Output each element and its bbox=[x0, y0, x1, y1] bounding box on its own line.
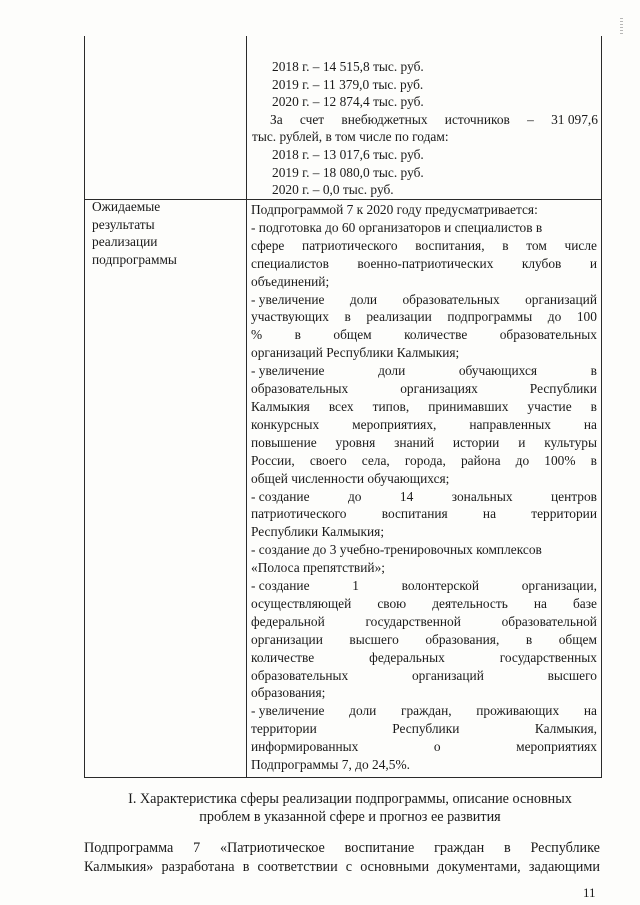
word: в bbox=[294, 327, 301, 343]
heading-line: I. Характеристика сферы реализации подпрограммы, описание основных bbox=[128, 791, 572, 807]
word: числе bbox=[564, 237, 597, 253]
funding-line: 2018 г. – 14 515,8 тыс. руб. bbox=[272, 59, 424, 74]
word: конкурсных bbox=[251, 416, 320, 432]
text-line bbox=[251, 505, 597, 523]
word: территории bbox=[531, 506, 597, 522]
label-line: подпрограммы bbox=[92, 251, 177, 267]
text-line bbox=[251, 201, 597, 219]
word: граждан, bbox=[400, 703, 452, 719]
word: образования, bbox=[425, 631, 500, 647]
word: мероприятиях, bbox=[352, 416, 437, 432]
word: - создание bbox=[251, 488, 310, 504]
word: – bbox=[527, 111, 534, 127]
word: на bbox=[583, 703, 597, 719]
body-paragraph bbox=[84, 839, 600, 877]
word: до bbox=[347, 488, 362, 504]
word: на bbox=[533, 595, 547, 611]
word: в bbox=[503, 840, 511, 856]
text-line bbox=[251, 255, 597, 273]
word: общей численности обучающихся; bbox=[251, 470, 450, 486]
word: воспитания, bbox=[415, 237, 485, 253]
text-line bbox=[251, 559, 597, 577]
funding-cell bbox=[252, 58, 598, 199]
text-line bbox=[251, 702, 597, 720]
word: центров bbox=[550, 488, 597, 504]
word: в bbox=[502, 237, 509, 253]
table-border-left bbox=[84, 36, 85, 778]
text-line bbox=[251, 344, 597, 362]
text-line bbox=[251, 291, 597, 309]
word: проживающих bbox=[476, 703, 560, 719]
word: документами, bbox=[437, 859, 521, 875]
word: уровня bbox=[335, 434, 376, 450]
word: - увеличение bbox=[251, 703, 325, 719]
word: истории bbox=[452, 434, 500, 450]
word: организациях bbox=[400, 381, 478, 397]
word: зональных bbox=[451, 488, 513, 504]
word: города, bbox=[404, 452, 446, 468]
text-line bbox=[251, 613, 597, 631]
word: образовательных bbox=[251, 381, 349, 397]
extrabudget-line bbox=[252, 111, 598, 129]
word: доли bbox=[378, 363, 406, 379]
word: информированных bbox=[251, 739, 359, 755]
funding-line: 2019 г. – 11 379,0 тыс. руб. bbox=[272, 76, 424, 92]
word: организации, bbox=[521, 578, 597, 594]
text-line bbox=[251, 649, 597, 667]
word: количестве bbox=[251, 649, 315, 665]
text-line bbox=[84, 858, 600, 877]
text-line bbox=[251, 452, 597, 470]
funding-line: 2020 г. – 12 874,4 тыс. руб. bbox=[272, 94, 424, 110]
word: образовательных bbox=[402, 291, 500, 307]
word: - создание bbox=[251, 578, 310, 594]
word: в bbox=[590, 452, 597, 468]
text-line bbox=[251, 416, 597, 434]
word: Калмыкия, bbox=[534, 721, 597, 737]
text-line bbox=[251, 667, 597, 685]
word: образовательных bbox=[499, 327, 597, 343]
word: в bbox=[590, 363, 597, 379]
text-line bbox=[251, 631, 597, 649]
word: государственных bbox=[499, 649, 597, 665]
word: специалистов bbox=[251, 255, 329, 271]
word: 7 bbox=[193, 840, 201, 856]
word: военно-патриотических bbox=[357, 255, 494, 271]
word: принимавших bbox=[428, 398, 509, 414]
word: свою bbox=[377, 595, 407, 611]
word: основными bbox=[360, 859, 430, 875]
word: образования; bbox=[251, 685, 326, 701]
text-line bbox=[251, 523, 597, 541]
text-line bbox=[251, 219, 597, 237]
funding-line: 2020 г. – 0,0 тыс. руб. bbox=[272, 182, 394, 198]
word: Калмыкия» bbox=[84, 859, 154, 875]
word: в bbox=[344, 309, 351, 325]
table-border-middle bbox=[246, 36, 247, 778]
word: - подготовка до 60 организаторов и специалистов в bbox=[251, 219, 543, 235]
word: всех bbox=[328, 398, 354, 414]
label-line: реализации bbox=[92, 234, 158, 249]
word: России, bbox=[251, 452, 295, 468]
word: Республике bbox=[530, 840, 600, 856]
word: и bbox=[518, 434, 526, 450]
text-line bbox=[251, 756, 597, 774]
word: села, bbox=[361, 452, 390, 468]
label-line: результаты bbox=[92, 216, 155, 232]
word: внебюджетных bbox=[341, 111, 428, 127]
word: типов, bbox=[372, 398, 410, 414]
word: задающими bbox=[528, 859, 600, 875]
word: в bbox=[242, 859, 250, 875]
word: государственной bbox=[365, 613, 461, 629]
word: - создание до 3 учебно-тренировочных комплексов bbox=[251, 542, 542, 558]
word: Республики Калмыкия; bbox=[251, 524, 385, 540]
word: организации bbox=[251, 631, 323, 647]
word: до bbox=[515, 452, 530, 468]
word: клубов bbox=[521, 255, 562, 271]
word: разработана bbox=[161, 859, 235, 875]
word: территории bbox=[251, 721, 317, 737]
word: своего bbox=[309, 452, 347, 468]
text-line bbox=[251, 684, 597, 702]
word: Республики bbox=[392, 721, 460, 737]
word: образовательной bbox=[501, 613, 597, 629]
text-line bbox=[251, 362, 597, 380]
word: в bbox=[525, 631, 533, 647]
text-line bbox=[251, 470, 597, 488]
word: количестве bbox=[404, 327, 468, 343]
text-line bbox=[251, 595, 597, 613]
word: деятельность bbox=[432, 595, 508, 611]
word: 1 bbox=[352, 578, 359, 594]
word: «Полоса препятствий»; bbox=[251, 560, 386, 576]
word: счет bbox=[299, 111, 325, 127]
word: 100 bbox=[576, 309, 597, 325]
word: Подпрограмма bbox=[84, 840, 174, 856]
word: патриотического bbox=[302, 237, 398, 253]
word: участвующих bbox=[251, 309, 329, 325]
heading-line: проблем в указанной сфере и прогноз ее развития bbox=[199, 809, 501, 825]
word: Калмыкия bbox=[251, 398, 310, 414]
word: мероприятиях bbox=[516, 739, 597, 755]
word: граждан bbox=[434, 840, 485, 856]
text-line bbox=[251, 237, 597, 255]
text-line bbox=[251, 308, 597, 326]
word: осуществляющей bbox=[251, 595, 352, 611]
word: района bbox=[460, 452, 501, 468]
word: федеральной bbox=[251, 613, 325, 629]
word: «Патриотическое bbox=[219, 840, 325, 856]
word: общем bbox=[333, 327, 372, 343]
word: в bbox=[590, 398, 597, 414]
word: и bbox=[589, 255, 597, 271]
word: воспитания bbox=[381, 506, 448, 522]
word: участие bbox=[527, 398, 572, 414]
word: федеральных bbox=[369, 649, 445, 665]
scan-artifact bbox=[620, 18, 623, 34]
word: общем bbox=[558, 631, 597, 647]
text-line bbox=[251, 720, 597, 738]
word: знаний bbox=[394, 434, 435, 450]
word: направленных bbox=[469, 416, 551, 432]
word: Республики bbox=[529, 381, 597, 397]
word: 14 bbox=[399, 488, 414, 504]
word: - увеличение bbox=[251, 291, 325, 307]
word: сфере bbox=[251, 237, 285, 253]
word: реализации bbox=[366, 309, 432, 325]
table-border-right bbox=[601, 36, 602, 778]
word: 31 097,6 bbox=[551, 111, 598, 127]
text-line bbox=[251, 577, 597, 595]
word: - увеличение bbox=[251, 363, 325, 379]
text-line bbox=[251, 541, 597, 559]
word: образовательных bbox=[251, 667, 349, 683]
label-line: Ожидаемые bbox=[92, 199, 161, 214]
page-number: 11 bbox=[583, 885, 596, 900]
word: объединений; bbox=[251, 273, 330, 289]
word: За bbox=[270, 111, 283, 127]
word: источников bbox=[444, 111, 510, 127]
text-line bbox=[251, 273, 597, 291]
word: доли bbox=[349, 291, 378, 307]
word: обучающихся bbox=[458, 363, 538, 379]
text-line bbox=[251, 398, 597, 416]
word: о bbox=[433, 739, 441, 755]
funding-line: 2018 г. – 13 017,6 тыс. руб. bbox=[272, 146, 424, 162]
word: организаций Республики Калмыкия; bbox=[251, 345, 460, 361]
word: организаций bbox=[525, 291, 597, 307]
word: на bbox=[583, 416, 597, 432]
word: патриотического bbox=[251, 506, 347, 522]
word: том bbox=[526, 237, 547, 253]
word: высшего bbox=[349, 631, 399, 647]
word: высшего bbox=[547, 667, 597, 683]
word: волонтерской bbox=[401, 578, 480, 594]
word: базе bbox=[572, 595, 597, 611]
funding-line: 2019 г. – 18 080,0 тыс. руб. bbox=[272, 164, 424, 180]
section-heading bbox=[100, 790, 600, 826]
word: доли bbox=[349, 703, 377, 719]
text-line bbox=[251, 488, 597, 506]
row-label-expected-results bbox=[92, 198, 242, 268]
word: повышение bbox=[251, 434, 317, 450]
extrabudget-line: тыс. рублей, в том числе по годам: bbox=[252, 129, 449, 145]
word: соответствии bbox=[257, 859, 338, 875]
word: % bbox=[251, 327, 263, 343]
word: организаций bbox=[411, 667, 484, 683]
word: Подпрограммы 7, до 24,5%. bbox=[251, 757, 410, 773]
text-line bbox=[251, 434, 597, 452]
text-line bbox=[84, 839, 600, 858]
word: Подпрограммой 7 к 2020 году предусматривается: bbox=[251, 202, 538, 217]
text-line bbox=[251, 380, 597, 398]
text-line bbox=[251, 326, 597, 344]
word: с bbox=[345, 859, 353, 875]
word: до bbox=[547, 309, 562, 325]
word: на bbox=[482, 506, 497, 522]
word: подпрограммы bbox=[447, 309, 533, 325]
word: 100% bbox=[544, 452, 576, 468]
table-border-bottom bbox=[84, 777, 602, 778]
expected-results-cell bbox=[251, 201, 597, 774]
text-line bbox=[251, 738, 597, 756]
word: культуры bbox=[544, 434, 597, 450]
word: воспитание bbox=[344, 840, 415, 856]
